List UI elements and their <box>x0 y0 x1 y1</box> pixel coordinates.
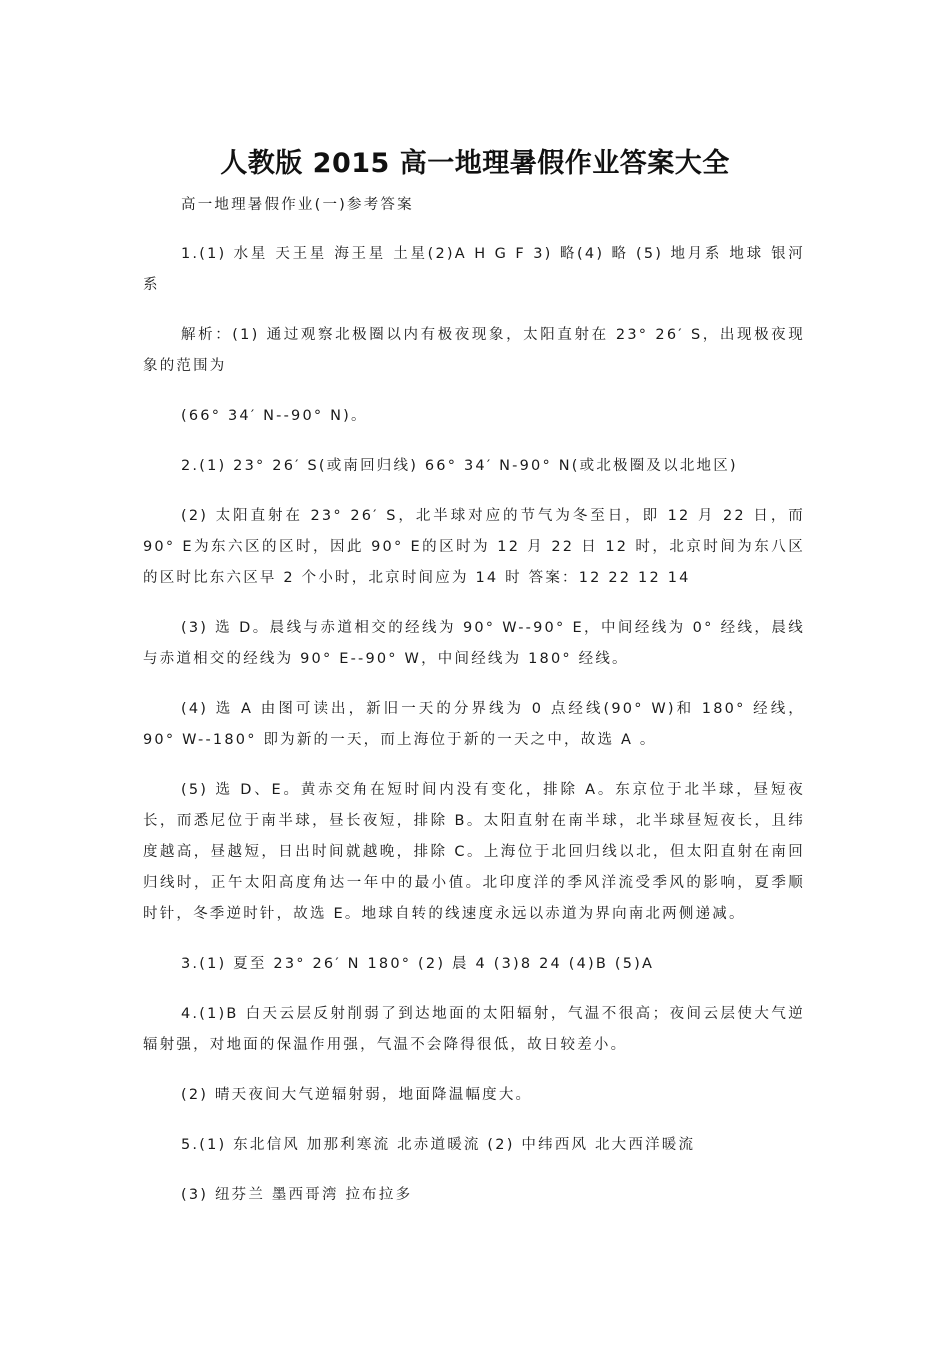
answer-paragraph-5-3: (3) 纽芬兰 墨西哥湾 拉布拉多 <box>181 1187 413 1203</box>
answer-paragraph-2-3: (3) 选 D。晨线与赤道相交的经线为 90° W--90° E，中间经线为 0° 经线，晨线与赤道相交的经线为 90° E--90° W，中间经线为 180° 经线。 <box>143 620 805 667</box>
answer-paragraph-4-1: 4.(1)B 白天云层反射削弱了到达地面的太阳辐射，气温不很高；夜间云层使大气逆辐射强，对地面的保温作用强，气温不会降得很低，故日较差小。 <box>143 1006 805 1053</box>
analysis-paragraph: 解析：(1) 通过观察北极圈以内有极夜现象，太阳直射在 23° 26′ S，出现极夜现象的范围为 <box>143 327 805 374</box>
answer-paragraph-2-4: (4) 选 A 由图可读出，新旧一天的分界线为 0 点经线(90° W)和 180° 经线，90° W--180° 即为新的一天，而上海位于新的一天之中，故选 A 。 <box>143 701 805 748</box>
document-title: 人教版 2015 高一地理暑假作业答案大全 <box>220 148 730 180</box>
answer-paragraph-3: 3.(1) 夏至 23° 26′ N 180° (2) 晨 4 (3)8 24 (4)B (5)A <box>181 956 655 972</box>
answer-paragraph-2-5: (5) 选 D、E。黄赤交角在短时间内没有变化，排除 A。东京位于北半球，昼短夜长，而悉尼位于南半球，昼长夜短，排除 B。太阳直射在南半球，北半球昼短夜长，且纬度越高，昼越短，日出时间就越晚，排除 C。上海位于北回归线以北，但太阳直射在南回归线时，正午太阳高度角达一年中的最小值。北印度洋的季风洋流受季风的影响，夏季顺时针，冬季逆时针，故选 E。地球自转的线速度永远以赤道为界向南北两侧递减。 <box>143 782 805 922</box>
answer-paragraph-2-1: 2.(1) 23° 26′ S(或南回归线) 66° 34′ N-90° N(或北极圈及以北地区) <box>181 458 738 474</box>
section-heading: 高一地理暑假作业(一)参考答案 <box>181 197 414 213</box>
answer-paragraph-1: 1.(1) 水星 天王星 海王星 土星(2)A H G F 3) 略(4) 略 (5) 地月系 地球 银河系 <box>143 246 805 293</box>
answer-paragraph-5-1: 5.(1) 东北信风 加那利寒流 北赤道暖流 (2) 中纬西风 北大西洋暖流 <box>181 1137 696 1153</box>
analysis-range-paragraph: (66° 34′ N--90° N)。 <box>181 408 368 424</box>
answer-paragraph-2-2: (2) 太阳直射在 23° 26′ S，北半球对应的节气为冬至日，即 12 月 22 日，而 90° E为东六区的区时，因此 90° E的区时为 12 月 22 日 12 时，北京时间为东八区的区时比东六区早 2 个小时，北京时间应为 14 时 答案：12 22 12 14 <box>143 508 805 586</box>
answer-paragraph-4-2: (2) 晴天夜间大气逆辐射弱，地面降温幅度大。 <box>181 1087 533 1103</box>
document-body <box>143 190 805 1230</box>
